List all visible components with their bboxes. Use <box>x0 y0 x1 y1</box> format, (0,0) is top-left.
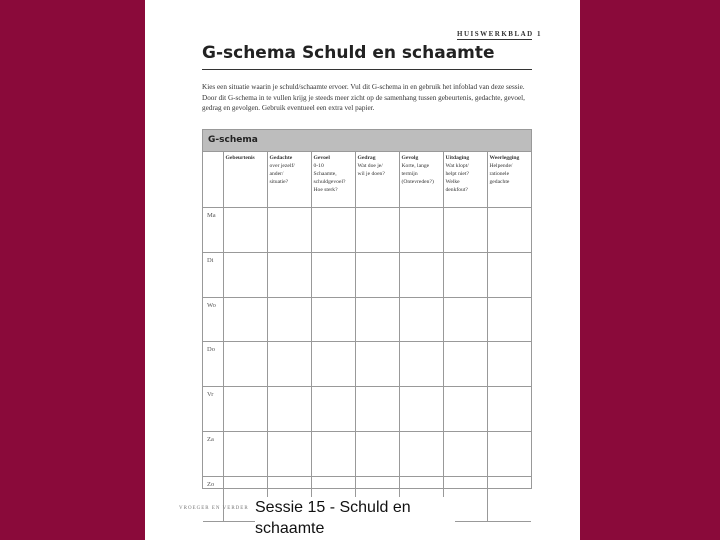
day-label: Do <box>203 342 223 387</box>
table-cell[interactable] <box>487 252 531 297</box>
table-cell[interactable] <box>355 297 399 342</box>
table-cell[interactable] <box>223 431 267 476</box>
table-cell[interactable] <box>355 431 399 476</box>
table-cell[interactable] <box>443 208 487 253</box>
column-header: Gevoel 0-10 Schaamte, schuldgevoel? Hoe sterk? <box>311 152 355 208</box>
table-cell[interactable] <box>223 387 267 432</box>
table-row <box>203 297 531 342</box>
table-cell[interactable] <box>311 208 355 253</box>
table-cell[interactable] <box>443 431 487 476</box>
table-cell[interactable] <box>443 342 487 387</box>
g-schema-table <box>202 129 532 489</box>
slide-caption: Sessie 15 - Schuld en schaamte <box>255 497 455 539</box>
table-cell[interactable] <box>399 208 443 253</box>
header-label: HUISWERKBLAD 1 <box>457 30 542 38</box>
header-row <box>203 152 531 208</box>
table-cell[interactable] <box>399 297 443 342</box>
table-cell[interactable] <box>399 252 443 297</box>
table-cell[interactable] <box>487 431 531 476</box>
column-header <box>203 152 223 208</box>
table-cell[interactable] <box>487 387 531 432</box>
table-cell[interactable] <box>443 297 487 342</box>
day-label: Zo <box>203 476 223 521</box>
table-cell[interactable] <box>355 387 399 432</box>
table-cell[interactable] <box>355 252 399 297</box>
table-cell[interactable] <box>311 387 355 432</box>
schema-title: G-schema <box>203 130 531 152</box>
table-row <box>203 342 531 387</box>
table-cell[interactable] <box>487 476 531 521</box>
day-label: Vr <box>203 387 223 432</box>
table-cell[interactable] <box>223 297 267 342</box>
table-cell[interactable] <box>223 208 267 253</box>
table-cell[interactable] <box>267 387 311 432</box>
table-cell[interactable] <box>267 208 311 253</box>
day-label: Za <box>203 431 223 476</box>
table-cell[interactable] <box>443 252 487 297</box>
table-row <box>203 208 531 253</box>
table-cell[interactable] <box>223 252 267 297</box>
schema-grid <box>203 152 531 522</box>
table-row <box>203 252 531 297</box>
day-label: Wo <box>203 297 223 342</box>
worksheet-page <box>145 0 580 540</box>
table-cell[interactable] <box>267 342 311 387</box>
column-header: Gedrag Wat doe je/ wil je doen? <box>355 152 399 208</box>
table-cell[interactable] <box>311 297 355 342</box>
table-cell[interactable] <box>399 431 443 476</box>
page-footer: VROEGER EN VERDER <box>179 506 249 511</box>
title-rule <box>202 69 532 70</box>
column-header: Weerlegging Helpende/ rationele gedachte <box>487 152 531 208</box>
header-rule <box>457 39 532 40</box>
table-cell[interactable] <box>443 387 487 432</box>
table-cell[interactable] <box>487 208 531 253</box>
table-cell[interactable] <box>355 342 399 387</box>
table-cell[interactable] <box>311 252 355 297</box>
table-cell[interactable] <box>223 342 267 387</box>
day-label: Ma <box>203 208 223 253</box>
table-cell[interactable] <box>267 431 311 476</box>
page-title: G-schema Schuld en schaamte <box>202 43 495 63</box>
table-cell[interactable] <box>399 387 443 432</box>
table-cell[interactable] <box>487 342 531 387</box>
table-cell[interactable] <box>399 342 443 387</box>
column-header: Gevolg Korte, lange termijn (Ontevreden?) <box>399 152 443 208</box>
table-cell[interactable] <box>311 431 355 476</box>
table-cell[interactable] <box>267 297 311 342</box>
column-header: Gebeurtenis <box>223 152 267 208</box>
intro-text: Kies een situatie waarin je schuld/schaamte ervoer. Vul dit G-schema in en gebruik het infoblad van deze sessie. Door dit G-schema in te vullen krijg je steeds meer zicht op de samenhang tussen gebeurtenis, gedachte, gevoel, gedrag en gevolgen. Gebruik eventueel een extra vel papier. <box>202 83 525 112</box>
table-cell[interactable] <box>267 252 311 297</box>
column-header: Gedachte over jezelf/ ander/ situatie? <box>267 152 311 208</box>
table-cell[interactable] <box>311 342 355 387</box>
column-header: Uitdaging Wat klopt/ helpt niet? Welke denkfout? <box>443 152 487 208</box>
table-row <box>203 431 531 476</box>
table-row <box>203 387 531 432</box>
day-label: Di <box>203 252 223 297</box>
table-cell[interactable] <box>487 297 531 342</box>
table-cell[interactable] <box>355 208 399 253</box>
